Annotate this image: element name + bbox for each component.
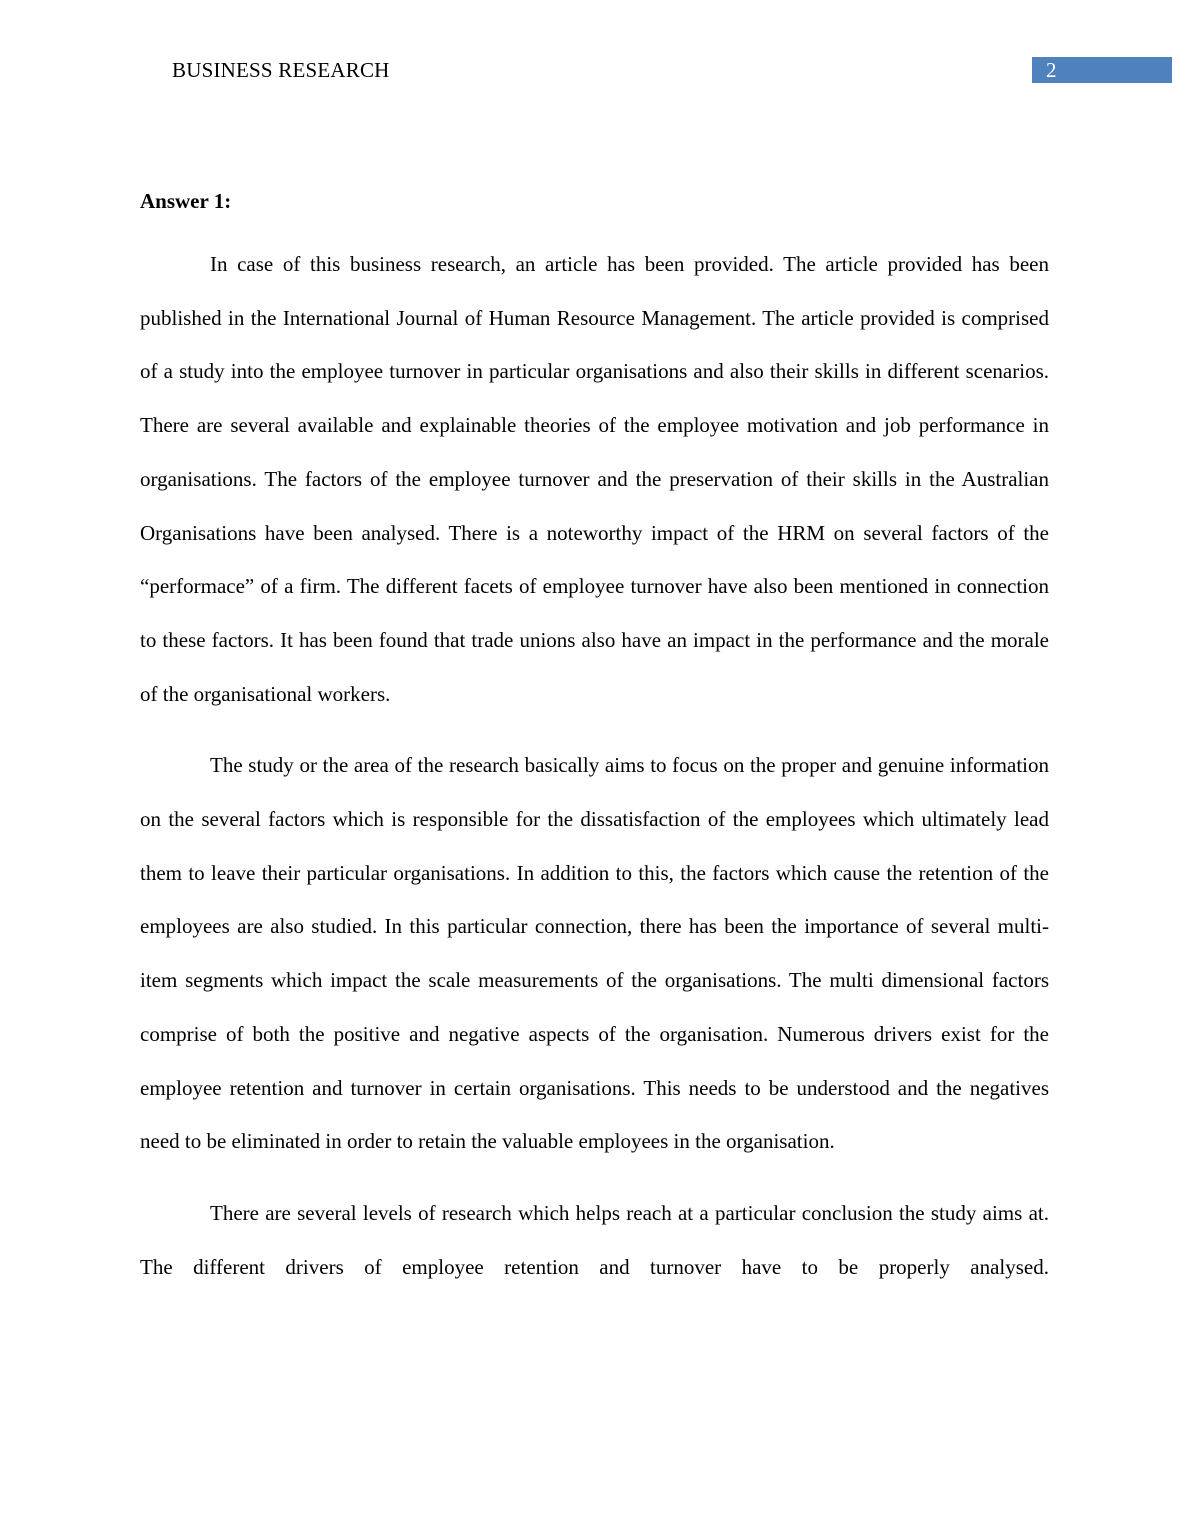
- running-head: BUSINESS RESEARCH: [172, 58, 390, 82]
- section-heading: Answer 1:: [140, 189, 232, 213]
- paragraph-1: In case of this business research, an article has been provided. The article provided has been published in the International Journal of Human Resource Management. The article provided is comprised of a study into the employee turnover in particular organisations and also their skills in different scenarios. There are several available and explainable theories of the employee motivation and job performance in organisations. The factors of the employee turnover and the preservation of their skills in the Australian Organisations have been analysed. There is a noteworthy impact of the HRM on several factors of the “performace” of a firm. The different facets of employee turnover have also been mentioned in connection to these factors. It has been found that trade unions also have an impact in the performance and the morale of the organisational workers.: [140, 252, 1049, 706]
- paragraph-2: The study or the area of the research basically aims to focus on the proper and genuine information on the several factors which is responsible for the dissatisfaction of the employees which ultimately lead them to leave their particular organisations. In addition to this, the factors which cause the retention of the employees are also studied. In this particular connection, there has been the importance of several multi-item segments which impact the scale measurements of the organisations. The multi dimensional factors comprise of both the positive and negative aspects of the organisation. Numerous drivers exist for the employee retention and turnover in certain organisations. This needs to be understood and the negatives need to be eliminated in order to retain the valuable employees in the organisation.: [140, 753, 1049, 1154]
- page-number: 2: [1032, 57, 1172, 83]
- document-body: [140, 186, 1049, 1312]
- paragraph-3: There are several levels of research which helps reach at a particular conclusion the study aims at. The different drivers of employee retention and turnover have to be properly analysed.: [140, 1200, 1049, 1279]
